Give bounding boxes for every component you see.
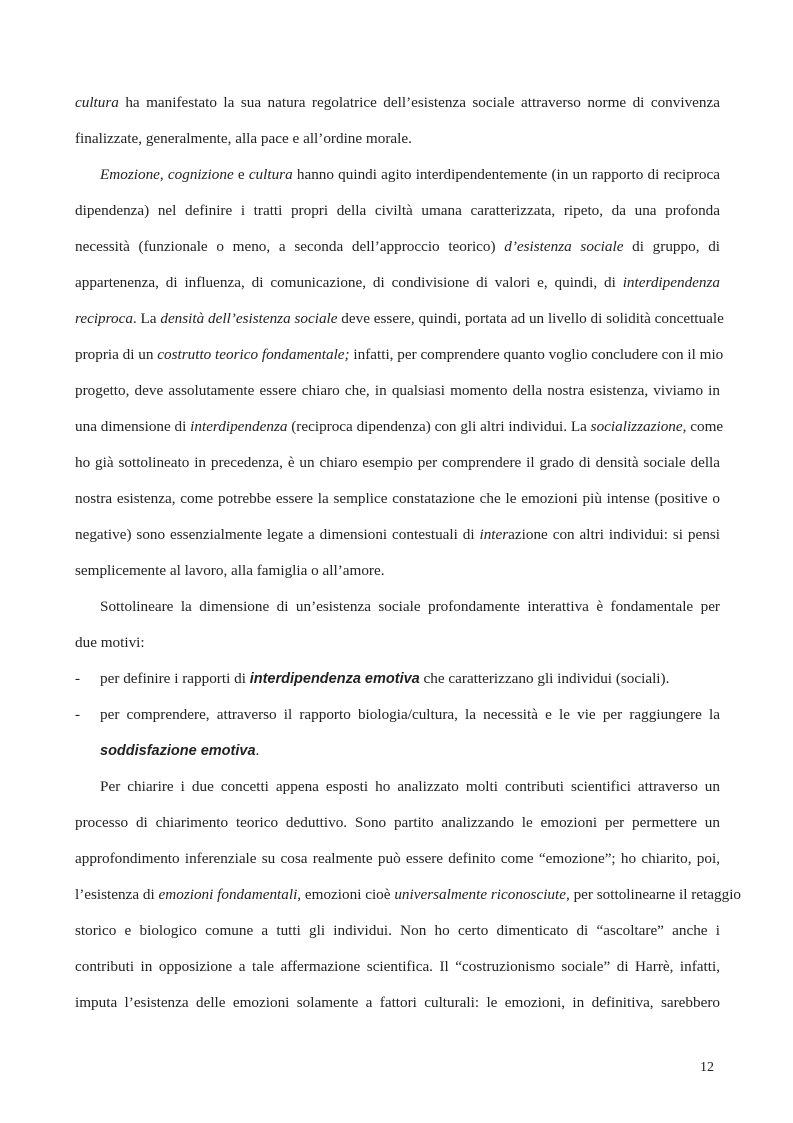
page-number: 12 <box>700 1060 714 1075</box>
text-line: cultura ha manifestato la sua natura regolatrice dell’esistenza sociale attraverso norme di convivenza <box>75 94 720 111</box>
text-line: una dimensione di interdipendenza (reciproca dipendenza) con gli altri individui. La socializzazione, come <box>75 418 724 435</box>
text-line: nostra esistenza, come potrebbe essere la semplice constatazione che le emozioni più intense (positive o <box>75 490 720 507</box>
text-line: finalizzate, generalmente, alla pace e all’ordine morale. <box>75 130 412 147</box>
bullet-item: per comprendere, attraverso il rapporto biologia/cultura, la necessità e le vie per raggiungere la <box>100 706 720 723</box>
text-line: ho già sottolineato in precedenza, è un chiaro esempio per comprendere il grado di densità sociale della <box>75 454 720 471</box>
text-line: Per chiarire i due concetti appena esposti ho analizzato molti contributi scientifici attraverso un <box>100 778 720 795</box>
bullet-dash: - <box>75 670 81 687</box>
text-line: due motivi: <box>75 634 145 651</box>
text-line: semplicemente al lavoro, alla famiglia o all’amore. <box>75 562 385 579</box>
text-line: Emozione, cognizione e cultura hanno quindi agito interdipendentemente (in un rapporto di reciproca <box>100 166 720 183</box>
text-line: contributi in opposizione a tale affermazione scientifica. Il “costruzionismo sociale” di Harrè, infatti, <box>75 958 720 975</box>
text-line: storico e biologico comune a tutti gli individui. Non ho certo dimenticato di “ascoltare” anche i <box>75 922 720 939</box>
text-line: dipendenza) nel definire i tratti propri della civiltà umana caratterizzata, ripeto, da una profonda <box>75 202 720 219</box>
text-line: progetto, deve assolutamente essere chiaro che, in qualsiasi momento della nostra esistenza, viviamo in <box>75 382 720 399</box>
text-line: processo di chiarimento teorico deduttivo. Sono partito analizzando le emozioni per permettere un <box>75 814 720 831</box>
text-line: negative) sono essenzialmente legate a dimensioni contestuali di interazione con altri individui: si pensi <box>75 526 720 543</box>
bullet-dash: - <box>75 706 81 723</box>
text-line: propria di un costrutto teorico fondamentale; infatti, per comprendere quanto voglio concludere con il mio <box>75 346 724 363</box>
text-line: imputa l’esistenza delle emozioni solamente a fattori culturali: le emozioni, in definitiva, sarebbero <box>75 994 720 1011</box>
bullet-item-continued: soddisfazione emotiva. <box>100 742 260 759</box>
bullet-item: per definire i rapporti di interdipendenza emotiva che caratterizzano gli individui (sociali). <box>100 670 670 687</box>
text-line: Sottolineare la dimensione di un’esistenza sociale profondamente interattiva è fondamentale per <box>100 598 720 615</box>
text-line: l’esistenza di emozioni fondamentali, emozioni cioè universalmente riconosciute, per sottolinearne il retaggio <box>75 886 742 903</box>
text-line: necessità (funzionale o meno, a seconda dell’approccio teorico) d’esistenza sociale di gruppo, di <box>75 238 721 255</box>
text-line: approfondimento inferenziale su cosa realmente può essere definito come “emozione”; ho chiarito, poi, <box>75 850 720 867</box>
text-line: appartenenza, di influenza, di comunicazione, di condivisione di valori e, quindi, di interdipendenza <box>75 274 720 291</box>
text-line: reciproca. La densità dell’esistenza sociale deve essere, quindi, portata ad un livello di solidità concettuale <box>75 310 724 327</box>
